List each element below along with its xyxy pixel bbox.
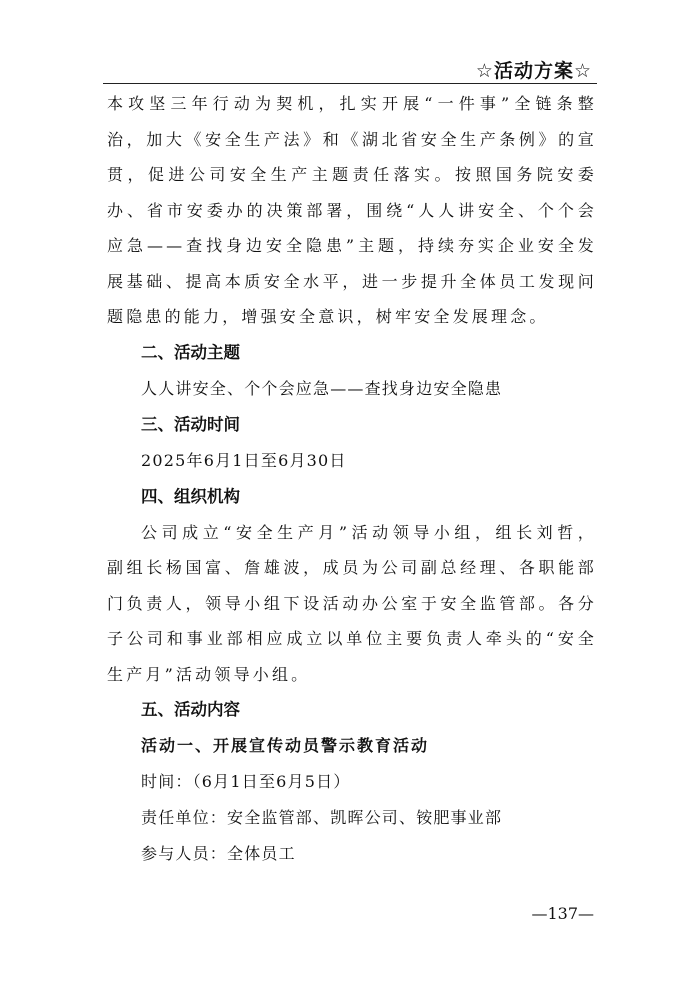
organization-paragraph xyxy=(107,515,597,693)
section-heading-organization: 四、组织机构 xyxy=(141,486,240,506)
intro-paragraph xyxy=(107,86,597,335)
intro-line: 题隐患的能力，增强安全意识，树牢安全发展理念。 xyxy=(107,307,549,326)
intro-line: 办、省市安委办的决策部署，围绕“人人讲安全、个个会 xyxy=(107,200,597,220)
activity-responsible: 责任单位：安全监管部、凯晖公司、铵肥事业部 xyxy=(141,808,503,827)
activity-title: 活动一、开展宣传动员警示教育活动 xyxy=(141,736,430,755)
intro-line: 治，加大《安全生产法》和《湖北省安全生产条例》的宣 xyxy=(107,129,597,149)
theme-text: 人人讲安全、个个会应急——查找身边安全隐患 xyxy=(141,378,503,398)
organization-line: 公司成立“安全生产月”活动领导小组，组长刘哲， xyxy=(141,522,597,542)
intro-line: 展基础、提高本质安全水平，进一步提升全体员工发现问 xyxy=(107,271,597,291)
organization-line: 门负责人，领导小组下设活动办公室于安全监管部。各分 xyxy=(107,593,597,613)
intro-line: 应急——查找身边安全隐患”主题，持续夯实企业安全发 xyxy=(107,236,597,255)
header-title: ☆活动方案☆ xyxy=(475,60,592,82)
header-rule xyxy=(103,83,597,84)
activity-participants: 参与人员：全体员工 xyxy=(141,844,296,863)
page-number: —137— xyxy=(531,904,594,923)
organization-line: 生产月”活动领导小组。 xyxy=(107,664,311,684)
time-text: 2025年6月1日至6月30日 xyxy=(141,450,347,470)
intro-line: 本攻坚三年行动为契机，扎实开展“一件事”全链条整 xyxy=(107,94,597,113)
section-heading-time: 三、活动时间 xyxy=(141,414,240,434)
section-heading-content: 五、活动内容 xyxy=(141,700,240,719)
intro-line: 贯，促进公司安全生产主题责任落实。按照国务院安委 xyxy=(107,165,597,184)
organization-line: 子公司和事业部相应成立以单位主要负责人牵头的“安全 xyxy=(107,629,597,648)
activity-time: 时间：（6月1日至6月5日） xyxy=(141,772,351,791)
organization-line: 副组长杨国富、詹雄波，成员为公司副总经理、各职能部 xyxy=(107,558,597,577)
document-body xyxy=(107,86,597,872)
section-heading-theme: 二、活动主题 xyxy=(141,342,240,362)
